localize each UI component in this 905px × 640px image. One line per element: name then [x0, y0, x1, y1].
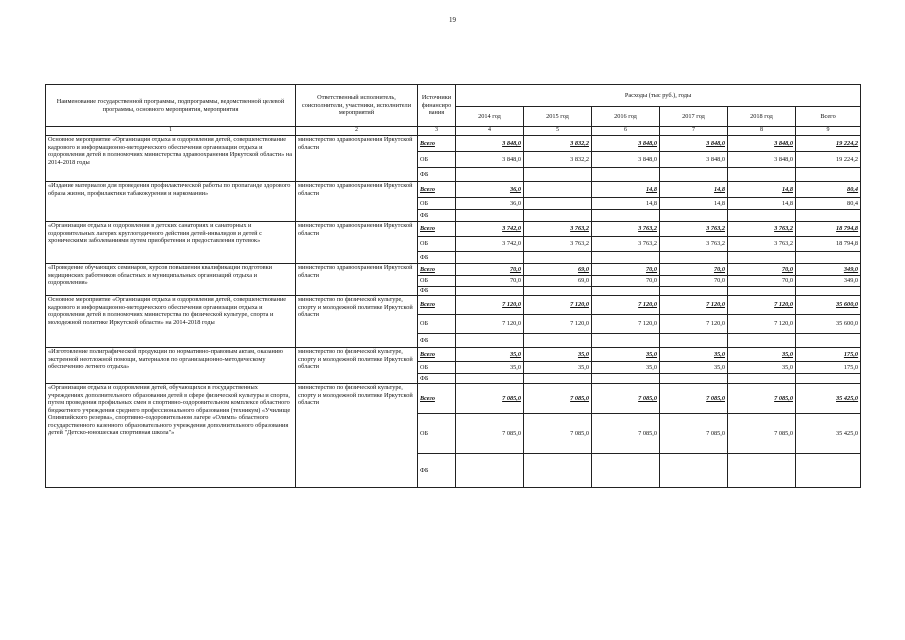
measure-name: «Проведение обучающих семинаров, курсов повышения квалификации подготовки медицинских работников областных и муниципальных организаций отдыха и оздоровления» [46, 264, 296, 296]
year-value [524, 334, 592, 348]
total-value [796, 287, 861, 296]
year-value: 14,8 [728, 182, 796, 198]
year-value: 7 085,0 [592, 384, 660, 414]
year-value: 7 085,0 [592, 414, 660, 454]
funding-source: ОБ [418, 198, 456, 210]
year-value: 35,0 [524, 348, 592, 362]
year-value: 7 085,0 [524, 384, 592, 414]
year-value: 3 848,0 [728, 136, 796, 152]
funding-source: Всего [418, 136, 456, 152]
year-value [660, 287, 728, 296]
year-value: 7 120,0 [592, 296, 660, 315]
year-value [728, 210, 796, 222]
column-number: 1 [46, 127, 296, 136]
year-value: 3 848,0 [728, 152, 796, 168]
year-value: 3 848,0 [592, 136, 660, 152]
year-value: 36,0 [456, 182, 524, 198]
total-value: 35 425,0 [796, 384, 861, 414]
year-value: 3 848,0 [660, 152, 728, 168]
year-value: 7 120,0 [456, 315, 524, 334]
year-value: 35,0 [592, 348, 660, 362]
year-value [592, 287, 660, 296]
year-value [524, 168, 592, 182]
year-value [660, 454, 728, 488]
year-value: 3 763,2 [660, 237, 728, 252]
year-value: 3 763,2 [524, 222, 592, 237]
responsible-executor: министерство по физической культуре, спорту и молодежной политике Иркутской области [296, 296, 418, 348]
funding-source: ФБ [418, 374, 456, 384]
header-year: 2018 год [728, 107, 796, 127]
year-value: 7 085,0 [728, 414, 796, 454]
year-value: 7 085,0 [728, 384, 796, 414]
funding-source: Всего [418, 348, 456, 362]
year-value: 14,8 [660, 182, 728, 198]
year-value: 70,0 [456, 264, 524, 276]
year-value: 70,0 [728, 264, 796, 276]
year-value: 3 742,0 [456, 237, 524, 252]
year-value [728, 168, 796, 182]
total-value: 19 224,2 [796, 152, 861, 168]
year-value [728, 334, 796, 348]
funding-source: ФБ [418, 334, 456, 348]
funding-source: ФБ [418, 168, 456, 182]
year-value [592, 374, 660, 384]
year-value [456, 374, 524, 384]
total-value: 35 600,0 [796, 296, 861, 315]
total-value [796, 210, 861, 222]
year-value: 70,0 [592, 276, 660, 287]
funding-source: ОБ [418, 152, 456, 168]
year-value: 7 085,0 [660, 384, 728, 414]
column-number: 2 [296, 127, 418, 136]
header-name: Наименование государственной программы, подпрограммы, ведомственной целевой программы, основного мероприятия, мероприятия [46, 85, 296, 127]
year-value: 70,0 [456, 276, 524, 287]
year-value [456, 334, 524, 348]
year-value: 35,0 [728, 362, 796, 374]
funding-source: ФБ [418, 210, 456, 222]
column-number: 9 [796, 127, 861, 136]
year-value [592, 168, 660, 182]
year-value [456, 252, 524, 264]
column-number: 4 [456, 127, 524, 136]
year-value: 3 742,0 [456, 222, 524, 237]
table-row [46, 182, 861, 198]
year-value: 14,8 [728, 198, 796, 210]
year-value: 3 763,2 [660, 222, 728, 237]
year-value: 3 763,2 [524, 237, 592, 252]
total-value: 349,0 [796, 264, 861, 276]
measure-name: «Изготовление полиграфической продукции по нормативно-правовым актам, оказанию экстренной неотложной помощи, материалов по организационно-методическому обеспечению летнего отдыха» [46, 348, 296, 384]
total-value: 175,0 [796, 348, 861, 362]
funding-source: ФБ [418, 287, 456, 296]
total-value [796, 334, 861, 348]
year-value: 14,8 [592, 182, 660, 198]
total-value [796, 252, 861, 264]
column-number: 7 [660, 127, 728, 136]
measure-name: «Организация отдыха и оздоровления детей, обучающихся в государственных учреждениях дополнительного образования детей в сфере физической культуры и спорта, путем проведения профильных смен в спортивно-оздоровительном комплексе областного бюджетного учреждения среднего профессионального образования (техникум) «Училище Олимпийского резерва», спортивно-оздоровительном лагере «Олимп» областного государственного казенного образовательного учреждения дополнительного образования детей "Детско-юношеская спортивная школа"» [46, 384, 296, 488]
year-value: 7 085,0 [456, 414, 524, 454]
year-value [660, 334, 728, 348]
funding-source: Всего [418, 264, 456, 276]
total-value: 19 224,2 [796, 136, 861, 152]
total-value: 35 600,0 [796, 315, 861, 334]
measure-name: Основное мероприятие «Организация отдыха и оздоровления детей, совершенствование кадрового и информационно-методического обеспечения организации отдыха и оздоровления детей в полномочиях министерства здравоохранения Иркутской области» на 2014-2018 годы [46, 136, 296, 182]
total-value: 80,4 [796, 182, 861, 198]
header-year: 2016 год [592, 107, 660, 127]
header-year: 2015 год [524, 107, 592, 127]
funding-source: Всего [418, 182, 456, 198]
total-value: 18 794,8 [796, 222, 861, 237]
year-value: 7 120,0 [660, 296, 728, 315]
column-number: 5 [524, 127, 592, 136]
responsible-executor: министерство здравоохранения Иркутской области [296, 222, 418, 264]
year-value [524, 252, 592, 264]
header-responsible: Ответственный исполнитель, соисполнители, участники, исполнители мероприятий [296, 85, 418, 127]
year-value: 70,0 [592, 264, 660, 276]
year-value: 7 120,0 [456, 296, 524, 315]
column-number: 3 [418, 127, 456, 136]
year-value: 70,0 [728, 276, 796, 287]
total-value: 349,0 [796, 276, 861, 287]
year-value [592, 334, 660, 348]
funding-source: Всего [418, 384, 456, 414]
year-value: 35,0 [456, 362, 524, 374]
year-value: 35,0 [456, 348, 524, 362]
funding-source: ОБ [418, 362, 456, 374]
year-value: 14,8 [592, 198, 660, 210]
year-value: 7 120,0 [660, 315, 728, 334]
header-year: 2014 год [456, 107, 524, 127]
total-value: 80,4 [796, 198, 861, 210]
total-value [796, 168, 861, 182]
year-value [456, 454, 524, 488]
year-value: 7 120,0 [524, 296, 592, 315]
measure-name: «Организация отдыха и оздоровления в детских санаториях и санаторных и оздоровительных лагерях круглогодичного действия детей-инвалидов и детей с хроническими заболеваниями путем приобретения и предоставления путевок» [46, 222, 296, 264]
year-value: 35,0 [660, 348, 728, 362]
header-year: 2017 год [660, 107, 728, 127]
header-total: Всего [796, 107, 861, 127]
total-value [796, 454, 861, 488]
measure-name: «Издание материалов для проведения профилактической работы по пропаганде здорового образа жизни, профилактики табакокурения и наркомании» [46, 182, 296, 222]
year-value: 7 120,0 [728, 296, 796, 315]
year-value [524, 287, 592, 296]
table-row [46, 384, 861, 414]
year-value [456, 168, 524, 182]
year-value: 7 120,0 [592, 315, 660, 334]
year-value [728, 252, 796, 264]
year-value [592, 210, 660, 222]
header-expenses: Расходы (тыс руб.), годы [456, 85, 861, 107]
year-value: 3 763,2 [592, 237, 660, 252]
budget-table [45, 84, 861, 488]
year-value: 70,0 [660, 276, 728, 287]
responsible-executor: министерство по физической культуре, спорту и молодежной политике Иркутской области [296, 348, 418, 384]
year-value: 3 763,2 [728, 222, 796, 237]
year-value: 3 832,2 [524, 136, 592, 152]
year-value: 69,0 [524, 264, 592, 276]
year-value [728, 374, 796, 384]
measure-name: Основное мероприятие «Организация отдыха и оздоровления детей, совершенствование кадрового и информационно-методического обеспечения организации отдыха и оздоровления детей в полномочиях министерства по физической культуре, спорта и молодежной политике Иркутской области» на 2014-2018 годы [46, 296, 296, 348]
funding-source: ОБ [418, 414, 456, 454]
table-row [46, 136, 861, 152]
year-value [660, 168, 728, 182]
year-value [524, 182, 592, 198]
funding-source: ФБ [418, 454, 456, 488]
year-value: 69,0 [524, 276, 592, 287]
year-value: 3 848,0 [456, 136, 524, 152]
year-value [728, 287, 796, 296]
total-value: 18 794,8 [796, 237, 861, 252]
year-value: 35,0 [524, 362, 592, 374]
table-row [46, 296, 861, 315]
year-value: 3 763,2 [728, 237, 796, 252]
header-source: Источники финансиро вания [418, 85, 456, 127]
responsible-executor: министерство здравоохранения Иркутской области [296, 182, 418, 222]
table-row [46, 348, 861, 362]
funding-source: ОБ [418, 237, 456, 252]
total-value [796, 374, 861, 384]
year-value: 3 848,0 [660, 136, 728, 152]
year-value [728, 454, 796, 488]
year-value: 3 832,2 [524, 152, 592, 168]
year-value: 7 120,0 [728, 315, 796, 334]
funding-source: ФБ [418, 252, 456, 264]
year-value: 35,0 [728, 348, 796, 362]
year-value: 7 085,0 [660, 414, 728, 454]
total-value: 175,0 [796, 362, 861, 374]
year-value: 35,0 [660, 362, 728, 374]
year-value [660, 210, 728, 222]
year-value [592, 252, 660, 264]
year-value: 7 120,0 [524, 315, 592, 334]
responsible-executor: министерство здравоохранения Иркутской области [296, 264, 418, 296]
table-row [46, 264, 861, 276]
year-value: 70,0 [660, 264, 728, 276]
year-value [456, 210, 524, 222]
year-value: 36,0 [456, 198, 524, 210]
year-value: 3 848,0 [456, 152, 524, 168]
responsible-executor: министерство по физической культуре, спорту и молодежной политике Иркутской области [296, 384, 418, 488]
funding-source: ОБ [418, 276, 456, 287]
total-value: 35 425,0 [796, 414, 861, 454]
year-value: 3 848,0 [592, 152, 660, 168]
funding-source: Всего [418, 296, 456, 315]
year-value: 14,8 [660, 198, 728, 210]
year-value: 7 085,0 [524, 414, 592, 454]
year-value [456, 287, 524, 296]
year-value [660, 252, 728, 264]
year-value [524, 210, 592, 222]
year-value [592, 454, 660, 488]
page-number: 19 [449, 16, 456, 24]
year-value [524, 454, 592, 488]
funding-source: Всего [418, 222, 456, 237]
year-value [660, 374, 728, 384]
column-number: 8 [728, 127, 796, 136]
funding-source: ОБ [418, 315, 456, 334]
year-value: 3 763,2 [592, 222, 660, 237]
table-row [46, 222, 861, 237]
year-value [524, 374, 592, 384]
year-value [524, 198, 592, 210]
year-value: 35,0 [592, 362, 660, 374]
responsible-executor: министерство здравоохранения Иркутской области [296, 136, 418, 182]
column-number: 6 [592, 127, 660, 136]
year-value: 7 085,0 [456, 384, 524, 414]
